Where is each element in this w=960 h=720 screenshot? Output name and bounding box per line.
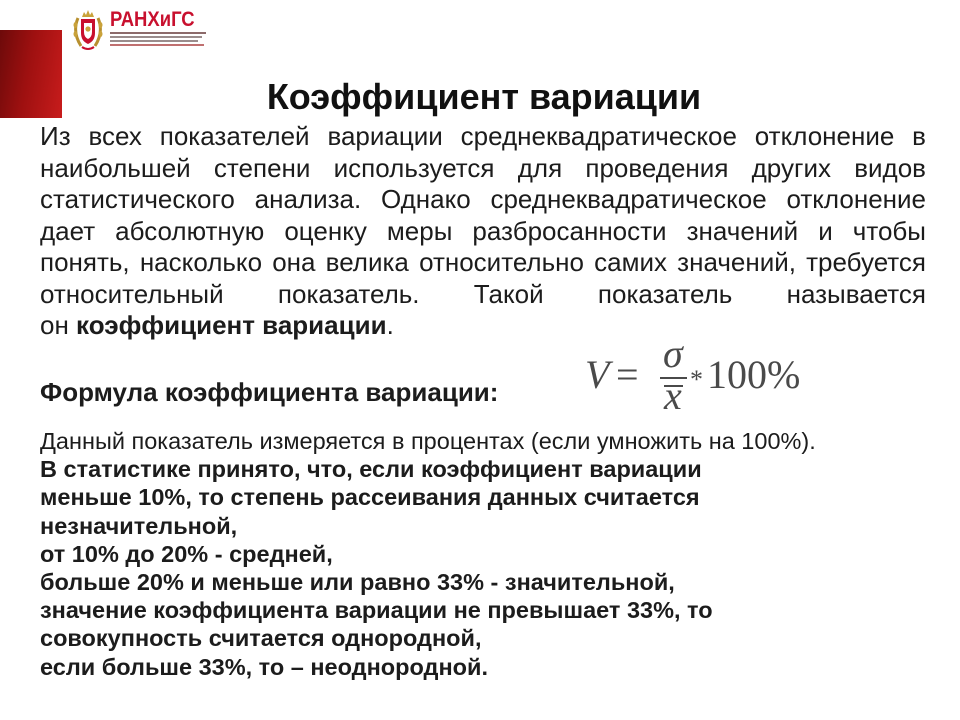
logo-microtext — [110, 36, 202, 38]
formula-equals: = — [616, 352, 639, 397]
notes-block — [40, 427, 920, 681]
intro-line: Из всех показателей вариации среднеквадратическое отклонение в — [40, 121, 926, 151]
notes-rule-line: от 10% до 20% - средней, — [40, 540, 333, 567]
notes-rule-line: меньше 10%, то степень рассеивания данных считается — [40, 484, 700, 511]
logo-microtext — [110, 44, 204, 46]
notes-rule-line: совокупность считается однородной, — [40, 625, 482, 652]
logo-microtext — [110, 40, 198, 42]
intro-line: понять, насколько она велика относительно самих значений, требуется — [40, 247, 926, 277]
intro-line: статистического анализа. Однако среднеквадратическое отклонение — [40, 184, 926, 214]
notes-rule-line: значение коэффициента вариации не превышает 33%, то — [40, 597, 713, 624]
intro-term-bold: коэффициент вариации — [76, 310, 387, 340]
logo-wordmark: РАНХиГС — [110, 8, 195, 31]
formula-heading: Формула коэффициента вариации: — [40, 377, 499, 407]
formula-lhs: V — [585, 352, 610, 397]
formula-rhs: 100% — [707, 352, 801, 397]
slide-title: Коэффициент вариации — [266, 76, 702, 117]
notes-rule-line: больше 20% и меньше или равно 33% - значительной, — [40, 568, 675, 595]
notes-intro: Данный показатель измеряется в процентах (если умножить на 100%). — [40, 428, 816, 454]
emblem-icon — [71, 7, 105, 51]
formula — [580, 330, 815, 420]
intro-last-prefix: он — [40, 310, 77, 340]
formula-numerator: σ — [663, 331, 683, 376]
intro-line: наибольшей степени используется для проведения других видов — [40, 152, 926, 183]
notes-rule-line: В статистике принято, что, если коэффициент вариации — [40, 456, 702, 483]
notes-rule-line: незначительной, — [40, 512, 238, 539]
formula-denominator: x — [664, 373, 682, 418]
notes-rule-line: если больше 33%, то – неоднородной. — [40, 653, 488, 680]
intro-last-suffix: . — [386, 310, 394, 340]
intro-line: относительный показатель. Такой показатель называется — [40, 278, 926, 309]
intro-line: дает абсолютную оценку меры разбросанности значений и чтобы — [40, 215, 926, 246]
logo-microtext — [110, 32, 206, 34]
formula-times: * — [690, 365, 703, 394]
intro-paragraph — [40, 121, 926, 342]
